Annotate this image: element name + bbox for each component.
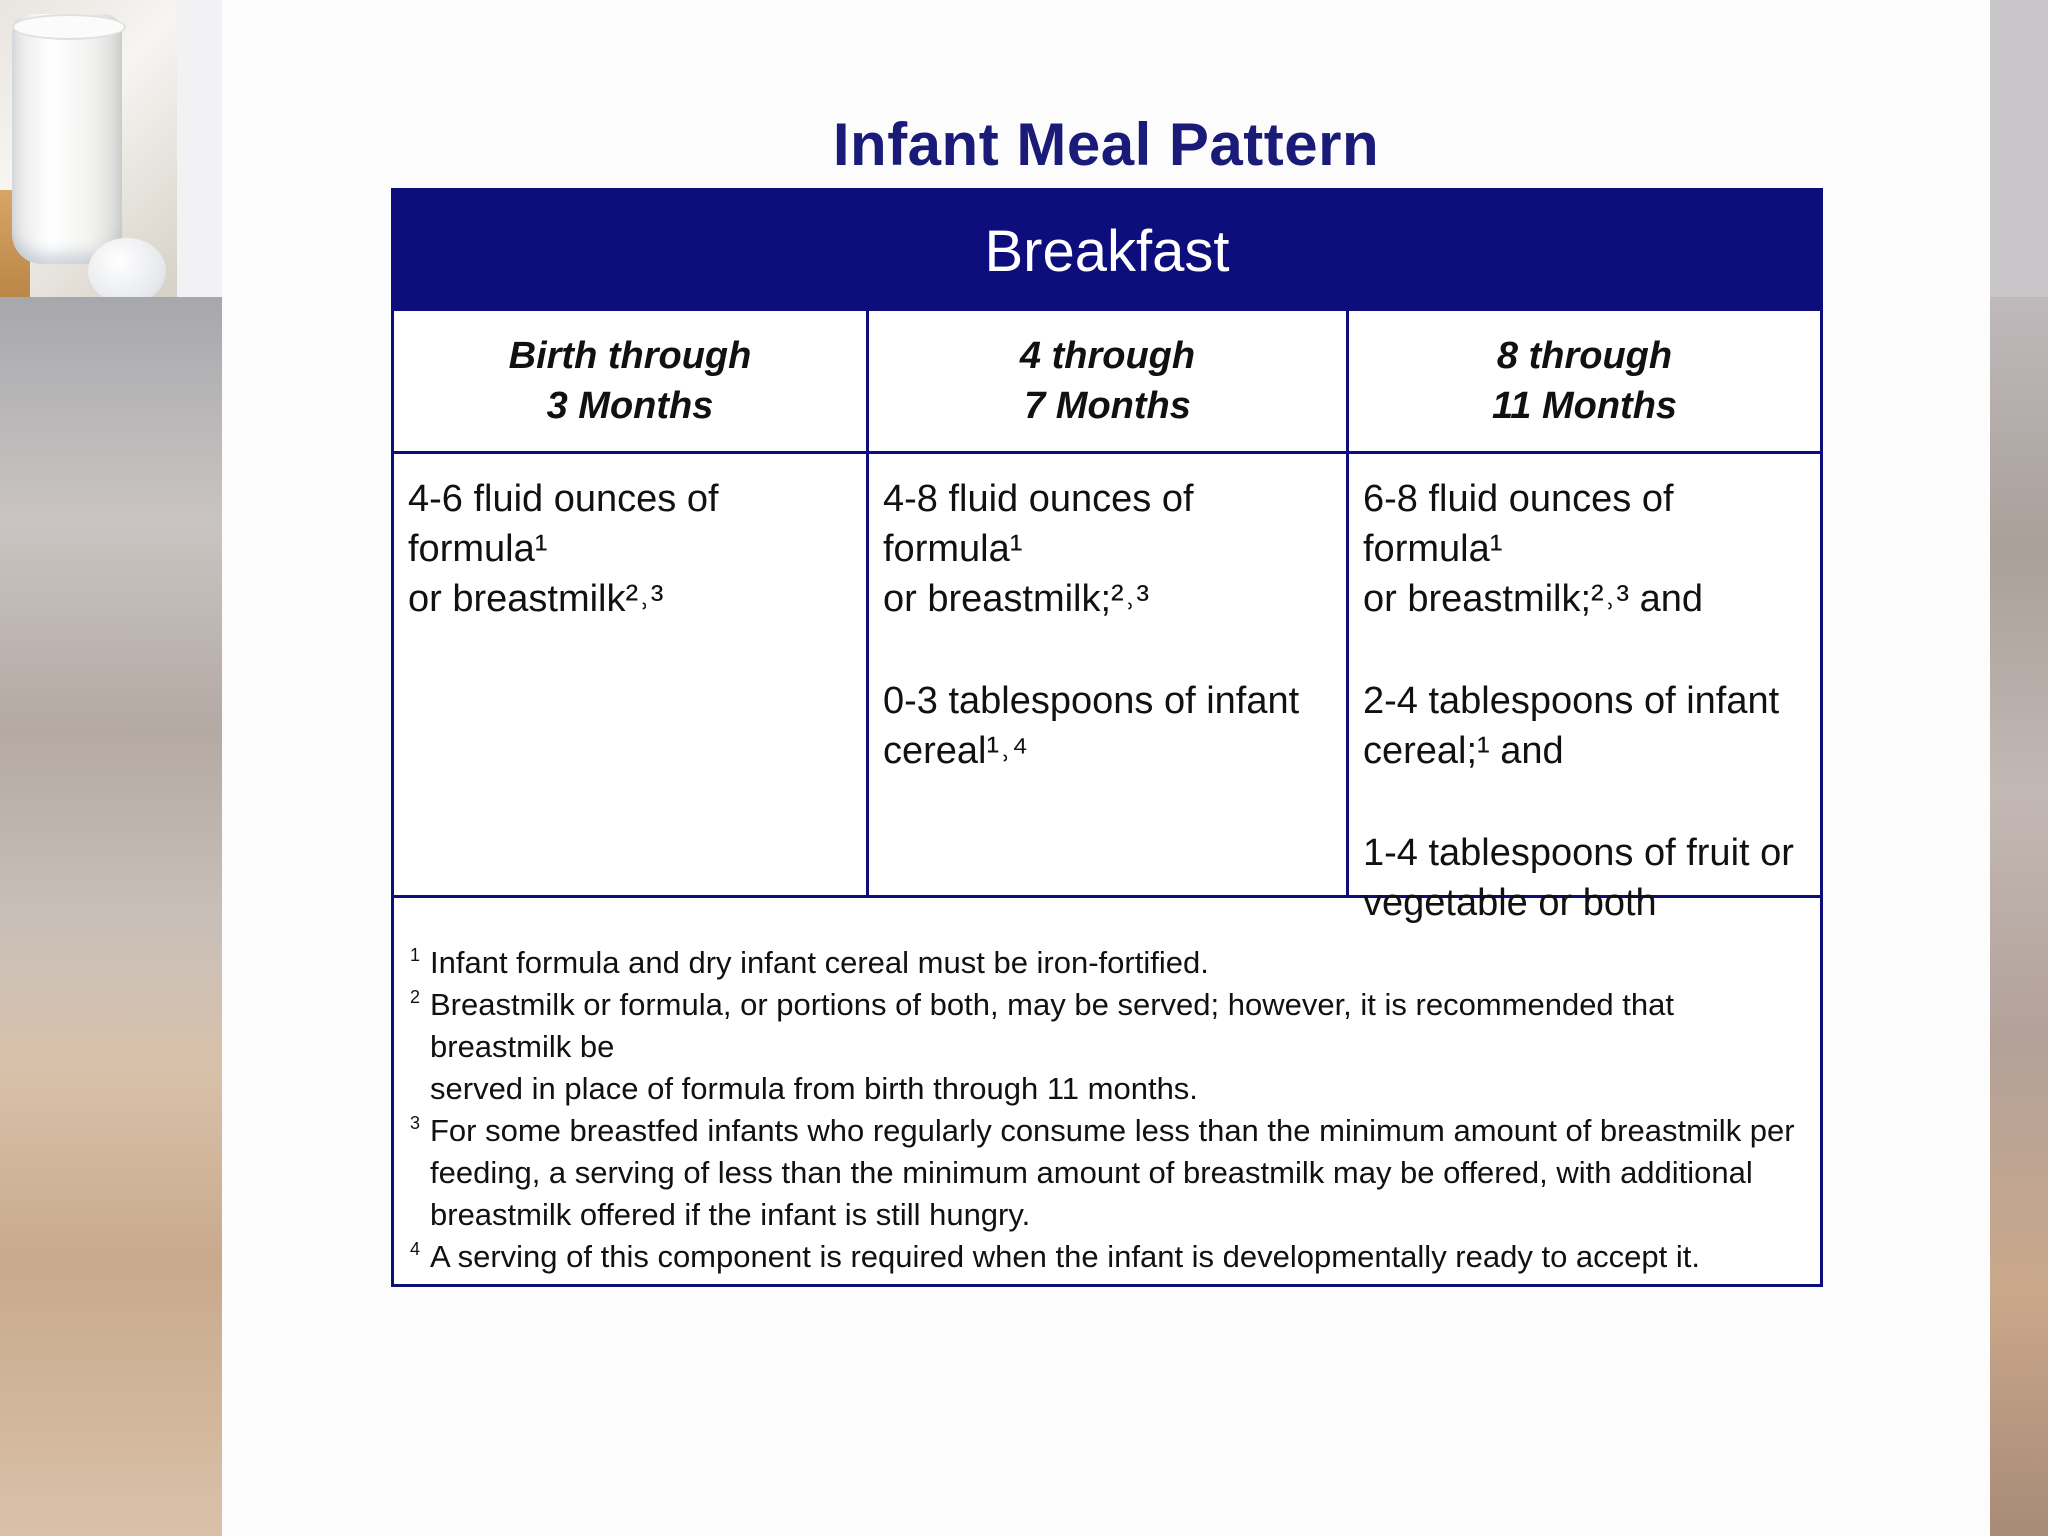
footnotes <box>394 898 1820 1278</box>
age-group-heading-line: 7 Months <box>1024 385 1191 427</box>
serving-entry: 4-8 fluid ounces of formula¹ or breastmilk;²˒³ <box>883 478 1194 620</box>
serving-row <box>394 454 1820 924</box>
age-group-heading <box>394 311 869 451</box>
serving-cell <box>869 454 1349 895</box>
footnote <box>410 984 1804 1110</box>
slide <box>222 0 1990 1536</box>
age-group-heading <box>1349 311 1820 451</box>
footnote-number: 1 <box>410 945 421 965</box>
footnote-text: Infant formula and dry infant cereal must be iron-fortified. <box>430 945 1209 980</box>
serving-cell <box>394 454 869 895</box>
serving-entry: 6-8 fluid ounces of formula¹ or breastmilk;²˒³ and <box>1363 478 1703 620</box>
age-group-heading <box>869 311 1349 451</box>
age-group-heading-line: Birth through <box>508 335 752 377</box>
left-margin <box>177 0 222 297</box>
serving-cell <box>1349 454 1820 924</box>
age-group-heading-line: 3 Months <box>546 385 714 427</box>
age-group-header-row <box>394 311 1820 454</box>
egg-image <box>88 238 166 297</box>
left-decorative-strip <box>0 297 222 1536</box>
age-group-heading-line: 11 Months <box>1491 385 1678 427</box>
serving-entry: 2-4 tablespoons of infant cereal;¹ and <box>1363 680 1780 772</box>
footnote <box>410 1236 1804 1278</box>
serving-entry: 1-4 tablespoons of fruit or vegetable or both <box>1363 832 1794 924</box>
footnote <box>410 942 1804 984</box>
serving-entry: 0-3 tablespoons of infant cereal¹˒⁴ <box>883 680 1300 772</box>
age-group-heading-line: 8 through <box>1496 335 1673 377</box>
meal-heading: Breakfast <box>394 191 1820 311</box>
footnote-number: 2 <box>410 987 421 1007</box>
footnote-text: A serving of this component is required when the infant is developmentally ready to accept it. <box>430 1239 1700 1274</box>
milk-glass-rim <box>12 14 126 40</box>
footnote-number: 3 <box>410 1113 421 1133</box>
serving-entry: 4-6 fluid ounces of formula¹ or breastmilk²˒³ <box>408 478 719 620</box>
right-decorative-strip <box>1990 297 2048 1536</box>
age-group-heading-line: 4 through <box>1019 335 1196 377</box>
milk-photo <box>0 0 177 297</box>
meal-pattern-table <box>391 188 1823 1287</box>
milk-glass-image <box>12 14 122 264</box>
footnote-text: Breastmilk or formula, or portions of both, may be served; however, it is recommended that breastmilk be served in place of formula from birth through 11 months. <box>430 987 1674 1106</box>
footnote-number: 4 <box>410 1239 421 1259</box>
right-decorative-strip-top <box>1990 0 2048 297</box>
slide-title: Infant Meal Pattern <box>832 111 1380 178</box>
footnote-text: For some breastfed infants who regularly consume less than the minimum amount of breastmilk per feeding, a serving of less than the minimum amount of breastmilk may be offered, with additional breastmilk offered if the infant is still hungry. <box>430 1113 1795 1232</box>
footnote <box>410 1110 1804 1236</box>
